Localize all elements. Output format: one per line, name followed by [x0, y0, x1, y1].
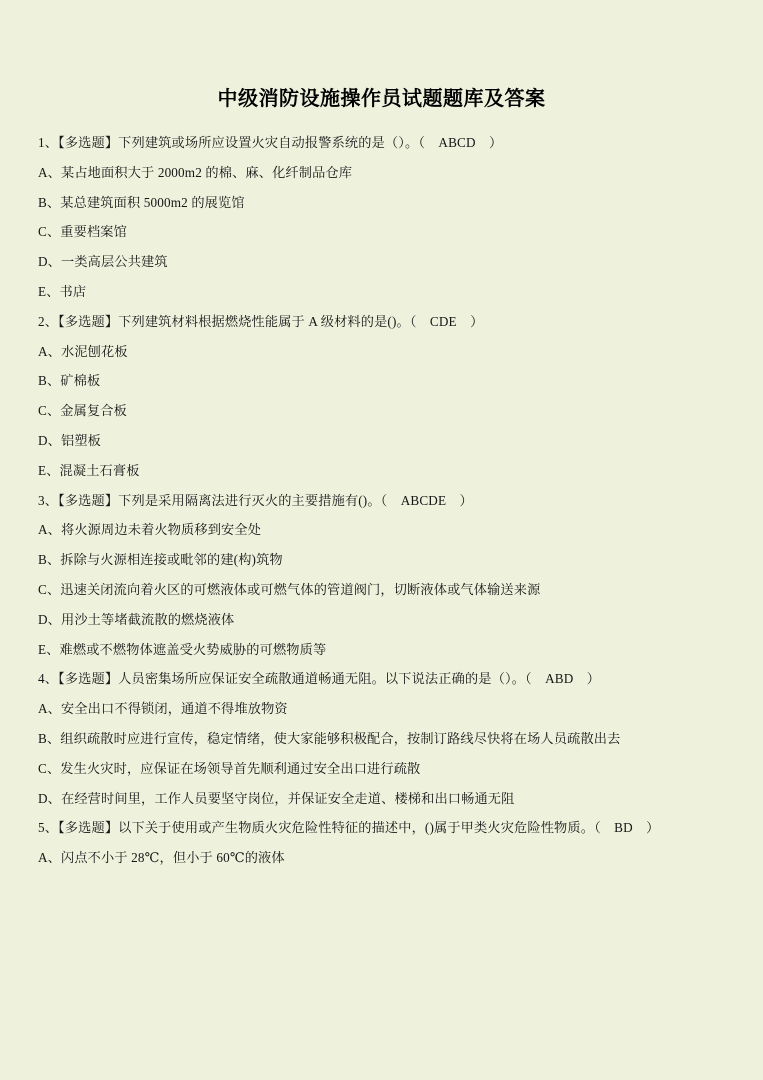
question-option: A、将火源周边未着火物质移到安全处 [38, 522, 262, 538]
question-stem: 1、【多选题】下列建筑或场所应设置火灾自动报警系统的是（）。（ ABCD ） [38, 135, 503, 150]
question-option: E、混凝土石膏板 [38, 462, 140, 478]
question-option: A、安全出口不得锁闭，通道不得堆放物资 [38, 701, 288, 717]
document-body [38, 128, 725, 873]
question-stem: 4、【多选题】人员密集场所应保证安全疏散通道畅通无阻。以下说法正确的是（）。（ ABD ） [38, 671, 601, 687]
question-option: C、迅速关闭流向着火区的可燃液体或可燃气体的管道阀门，切断液体或气体输送来源 [38, 581, 541, 597]
question-block-2 [38, 307, 725, 486]
question-option: B、某总建筑面积 5000m2 的展览馆 [38, 194, 245, 210]
question-option: D、在经营时间里，工作人员要坚守岗位，并保证安全走道、楼梯和出口畅通无阻 [38, 790, 515, 806]
question-block-5 [38, 813, 725, 873]
question-block-3 [38, 486, 725, 665]
page-title: 中级消防设施操作员试题题库及答案 [217, 88, 546, 110]
question-option: C、发生火灾时，应保证在场领导首先顺利通过安全出口进行疏散 [38, 760, 421, 776]
question-option: D、一类高层公共建筑 [38, 254, 168, 270]
question-option: B、拆除与火源相连接或毗邻的建(构)筑物 [38, 552, 283, 568]
question-option: D、铝塑板 [38, 432, 102, 448]
question-block-4 [38, 664, 725, 813]
question-option: B、组织疏散时应进行宣传，稳定情绪，使大家能够积极配合，按制订路线尽快将在场人员疏散出去 [38, 730, 621, 746]
question-option: A、水泥刨花板 [38, 343, 128, 359]
question-block-1 [38, 128, 725, 307]
question-stem: 2、【多选题】下列建筑材料根据燃烧性能属于 A 级材料的是()。（ CDE ） [38, 313, 484, 329]
question-option: B、矿棉板 [38, 373, 101, 389]
question-option: E、难燃或不燃物体遮盖受火势威胁的可燃物质等 [38, 641, 327, 657]
question-stem: 5、【多选题】以下关于使用或产生物质火灾危险性特征的描述中，()属于甲类火灾危险性物质。（ BD ） [38, 820, 660, 836]
question-option: E、书店 [38, 283, 87, 299]
question-option: A、某占地面积大于 2000m2 的棉、麻、化纤制品仓库 [38, 164, 353, 180]
question-option: C、重要档案馆 [38, 224, 127, 240]
question-option: A、闪点不小于 28℃，但小于 60℃的液体 [38, 850, 285, 866]
question-option: D、用沙土等堵截流散的燃烧液体 [38, 611, 235, 627]
question-option: C、金属复合板 [38, 403, 127, 419]
question-stem: 3、【多选题】下列是采用隔离法进行灭火的主要措施有()。（ ABCDE ） [38, 492, 473, 508]
